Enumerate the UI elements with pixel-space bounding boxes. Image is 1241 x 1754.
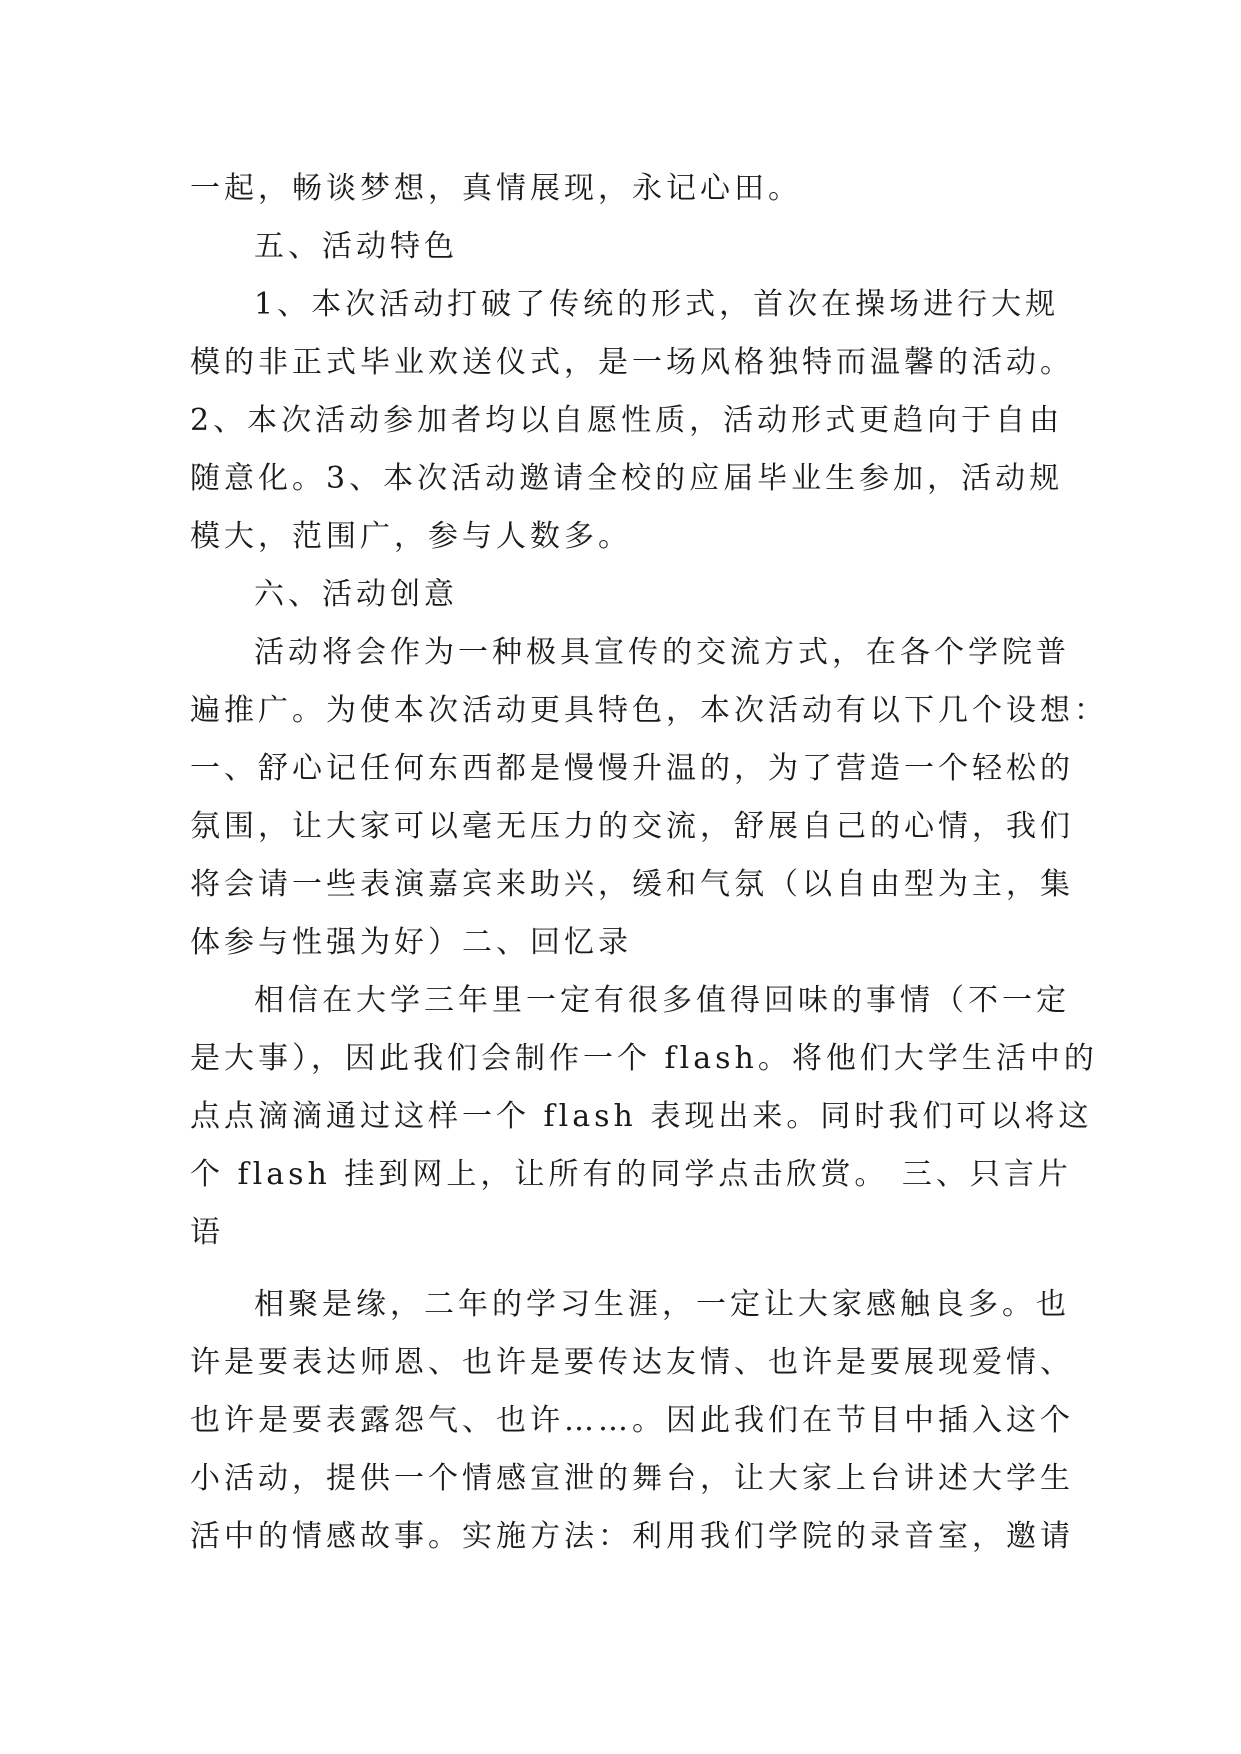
paragraph-line: 一、舒心记任何东西都是慢慢升温的，为了营造一个轻松的: [190, 751, 1074, 786]
paragraph-line: 许是要表达师恩、也许是要传达友情、也许是要展现爱情、: [190, 1345, 1074, 1380]
paragraph-line: 1、本次活动打破了传统的形式，首次在操场进行大规: [254, 287, 1060, 322]
paragraph-line: 活动将会作为一种极具宣传的交流方式，在各个学院普: [254, 635, 1070, 670]
paragraph-line: 2、本次活动参加者均以自愿性质，活动形式更趋向于自由: [190, 403, 1064, 438]
paragraph-line: 小活动，提供一个情感宣泄的舞台，让大家上台讲述大学生: [190, 1461, 1074, 1496]
paragraph-line: 相信在大学三年里一定有很多值得回味的事情（不一定: [254, 983, 1070, 1018]
section-heading-creativity: 六、活动创意: [254, 577, 458, 612]
paragraph-line: 氛围，让大家可以毫无压力的交流，舒展自己的心情，我们: [190, 809, 1074, 844]
paragraph-line: 是大事），因此我们会制作一个 flash。将他们大学生活中的: [190, 1041, 1098, 1076]
paragraph-line: 模大，范围广，参与人数多。: [190, 519, 632, 554]
paragraph-line: 将会请一些表演嘉宾来助兴，缓和气氛（以自由型为主，集: [190, 867, 1074, 902]
paragraph-line: 活中的情感故事。实施方法：利用我们学院的录音室，邀请: [190, 1519, 1074, 1554]
paragraph-line: 也许是要表露怨气、也许……。因此我们在节目中插入这个: [190, 1403, 1074, 1438]
paragraph-line: 一起，畅谈梦想，真情展现，永记心田。: [190, 171, 802, 206]
paragraph-line: 相聚是缘，二年的学习生涯，一定让大家感触良多。也: [254, 1287, 1070, 1322]
paragraph-line: 个 flash 挂到网上，让所有的同学点击欣赏。 三、只言片: [190, 1157, 1072, 1192]
paragraph-line: 体参与性强为好）二、回忆录: [190, 925, 632, 960]
paragraph-line: 点点滴滴通过这样一个 flash 表现出来。同时我们可以将这: [190, 1099, 1093, 1134]
paragraph-line: 模的非正式毕业欢送仪式，是一场风格独特而温馨的活动。: [190, 345, 1074, 380]
section-heading-features: 五、活动特色: [254, 229, 458, 264]
paragraph-line: 随意化。3、本次活动邀请全校的应届毕业生参加，活动规: [190, 461, 1064, 496]
paragraph-line: 遍推广。为使本次活动更具特色，本次活动有以下几个设想：: [190, 693, 1108, 728]
paragraph-line: 语: [190, 1215, 224, 1250]
